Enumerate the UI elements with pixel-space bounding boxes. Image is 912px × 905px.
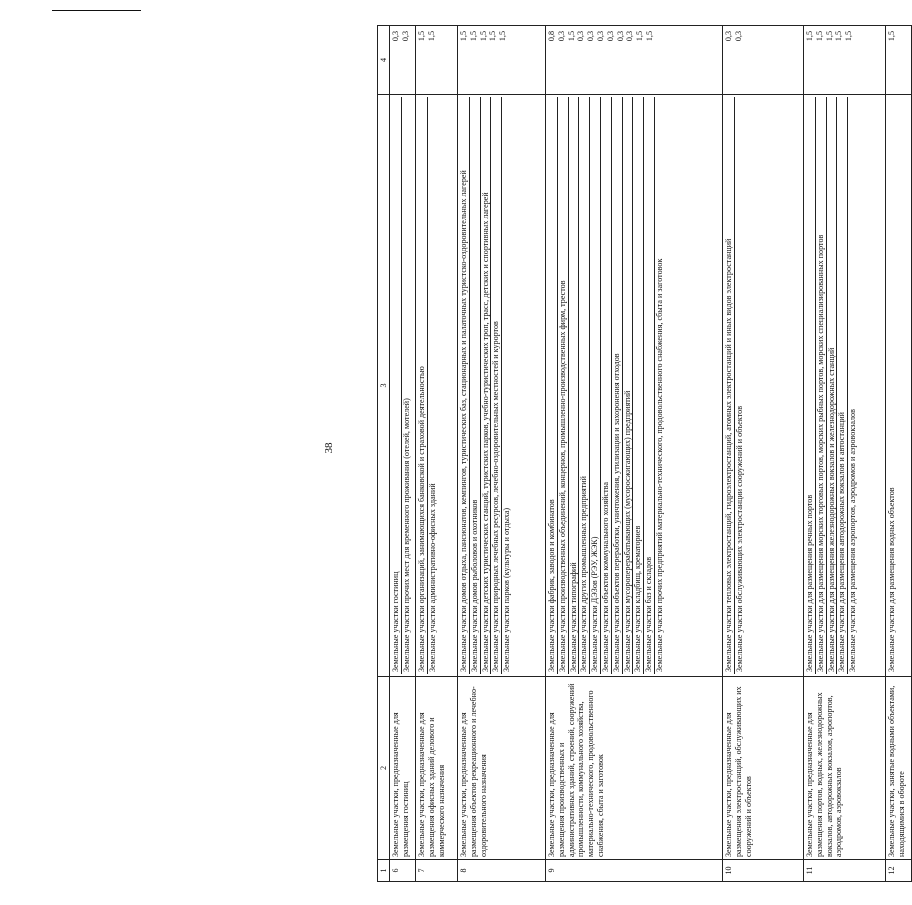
coefficient-value: 1,5 xyxy=(426,31,436,42)
plot-type-line: Земельные участки детских туристических станций, туристских парков, учебно-туристических троп, трасс, детских и спортивных лагерей xyxy=(481,97,492,674)
category-cell: Земельные участки, предназначенные для размещения производственных и административных зданий, строений, сооружений промышленности, коммунального хозяйства, материально-технического, продовольственного снабжения, сбыта и заготовок xyxy=(546,677,723,860)
category-cell: Земельные участки, предназначенные для размещения электростанций, обслуживающих их сооружений и объектов xyxy=(723,677,804,860)
coefficient-value: 0,3 xyxy=(586,31,596,42)
plot-type-line: Земельные участки домов рыболовов и охотников xyxy=(470,97,481,674)
coefficient-value: 0,3 xyxy=(733,31,743,42)
coefficient-value: 0,3 xyxy=(391,31,400,42)
plot-type-line: Земельные участки парков (культуры и отдыха) xyxy=(502,507,512,672)
row-number: 10 xyxy=(723,860,804,882)
row-number: 11 xyxy=(804,860,886,882)
column-header-plot-type: 3 xyxy=(378,95,390,677)
plot-type-line: Земельные участки административно-офисных зданий xyxy=(427,483,437,672)
category-cell: Земельные участки, занятые водными объектами, находящимися в обороте xyxy=(886,677,912,860)
coefficient-value: 1,5 xyxy=(644,31,654,42)
category-cell: Земельные участки, предназначенные для размещения гостиниц xyxy=(390,677,416,860)
plot-types-cell xyxy=(804,95,886,677)
column-header-coefficient: 4 xyxy=(378,26,390,95)
table-row xyxy=(458,26,546,882)
plot-type-line: Земельные участки мусороперерабатывающих (мусоросжигающих) предприятий xyxy=(623,97,634,674)
plot-type-line: Земельные участки прочих предприятий материально-технического, продовольственного снабжения, сбыта и заготовок xyxy=(654,258,664,672)
category-cell: Земельные участки, предназначенные для размещения офисных зданий делового и коммерческого назначения xyxy=(416,677,458,860)
coefficient-cell xyxy=(390,26,416,95)
coefficient-value: 1,5 xyxy=(824,31,834,42)
plot-type-line: Земельные участки прочих мест для временного проживания (отелей, мотелей) xyxy=(401,398,411,672)
plot-type-line: Земельные участки для размещения речных портов xyxy=(805,97,816,674)
coefficient-cell xyxy=(804,26,886,95)
table-body xyxy=(390,26,912,882)
coefficient-value: 1,5 xyxy=(887,31,896,42)
coefficient-value: 0,3 xyxy=(605,31,615,42)
rotated-table-sheet xyxy=(377,26,906,882)
coefficient-value: 0,3 xyxy=(615,31,625,42)
coefficient-value: 1,5 xyxy=(566,31,576,42)
plot-types-cell xyxy=(723,95,804,677)
plot-type-line: Земельные участки тепловых электростанций, гидроэлектростанций, атомных электростанций и иных видов электростанций xyxy=(724,97,735,674)
coefficient-value: 1,5 xyxy=(478,31,488,42)
page-number: 38 xyxy=(323,442,335,454)
plot-type-line: Земельные участки объектов переработки, уничтожения, утилизации и захоронения отходов xyxy=(612,97,623,674)
plot-type-line: Земельные участки для размещения железнодорожных вокзалов и железнодорожных станций xyxy=(827,97,838,674)
coefficient-value: 0,3 xyxy=(724,31,733,42)
coefficient-value: 1,5 xyxy=(805,31,814,42)
coefficient-value: 1,5 xyxy=(488,31,498,42)
coefficient-value: 0,3 xyxy=(556,31,566,42)
plot-type-line: Земельные участки баз и складов xyxy=(644,97,655,674)
column-header-category: 2 xyxy=(378,677,390,860)
plot-type-line: Земельные участки организаций, занимающихся банковской и страховой деятельностью xyxy=(417,97,428,674)
plot-type-line: Земельные участки кладбищ, крематориев xyxy=(633,97,644,674)
table-row xyxy=(416,26,458,882)
coefficient-value: 1,5 xyxy=(814,31,824,42)
column-header-number: 1 xyxy=(378,860,390,882)
plot-type-line: Земельные участки для размещения морских торговых портов, морских рыбных портов, морских специализированных портов xyxy=(816,97,827,674)
table-row xyxy=(886,26,912,882)
plot-type-line: Земельные участки природных лечебных ресурсов, лечебно-оздоровительных местностей и курортов xyxy=(491,97,502,674)
coefficient-cell xyxy=(723,26,804,95)
table-row xyxy=(546,26,723,882)
row-number: 6 xyxy=(390,860,416,882)
table-row xyxy=(804,26,886,882)
row-number: 7 xyxy=(416,860,458,882)
coefficient-value: 0,3 xyxy=(576,31,586,42)
plot-types-cell xyxy=(886,95,912,677)
coefficient-value: 0,3 xyxy=(595,31,605,42)
row-number: 8 xyxy=(458,860,546,882)
coefficient-value: 1,5 xyxy=(834,31,844,42)
coefficient-value: 1,5 xyxy=(498,31,508,42)
plot-type-line: Земельные участки объектов коммунального хозяйства xyxy=(601,97,612,674)
coefficient-value: 0,3 xyxy=(400,31,410,42)
plot-type-line: Земельные участки ДЭЗов (РЭУ, ЖЭК) xyxy=(590,97,601,674)
plot-type-line: Земельные участки для размещения автодорожных вокзалов и автостанций xyxy=(837,97,848,674)
plot-type-line: Земельные участки других промышленных предприятий xyxy=(579,97,590,674)
plot-type-line: Земельные участки домов отдыха, пансионатов, кемпингов, туристических баз, стационарных и палаточных туристско-оздоровительных лагерей xyxy=(459,97,470,674)
plot-type-line: Земельные участки фабрик, заводов и комбинатов xyxy=(547,97,558,674)
table-row xyxy=(390,26,416,882)
coefficient-value: 0,3 xyxy=(625,31,635,42)
plot-type-line: Земельные участки обслуживающих электростанции сооружений и объектов xyxy=(734,405,744,672)
plot-type-line: Земельные участки производственных объединений, концернов, промышленно-производственных фирм, трестов xyxy=(558,97,569,674)
category-cell: Земельные участки, предназначенные для размещения портов, водных, железнодорожных вокзалов, автодорожных вокзалов, аэропортов, аэродромов, аэровокзалов xyxy=(804,677,886,860)
coefficient-value: 1,5 xyxy=(844,31,854,42)
plot-types-cell xyxy=(458,95,546,677)
coefficient-value: 1,5 xyxy=(459,31,468,42)
plot-type-line: Земельные участки типографий xyxy=(569,97,580,674)
coefficient-value: 0,8 xyxy=(547,31,556,42)
plot-types-cell xyxy=(390,95,416,677)
coefficient-value: 1,5 xyxy=(417,31,426,42)
top-rule xyxy=(52,10,141,11)
coefficient-value: 1,5 xyxy=(635,31,645,42)
plot-type-line: Земельные участки для размещения водных объектов xyxy=(887,487,896,672)
row-number: 9 xyxy=(546,860,723,882)
table-header-row xyxy=(378,26,390,882)
coefficient-cell xyxy=(886,26,912,95)
plot-type-line: Земельные участки гостиниц xyxy=(391,97,402,674)
plot-type-line: Земельные участки для размещения аэропортов, аэродромов и аэровокзалов xyxy=(848,409,858,672)
land-plot-coefficient-table xyxy=(377,25,912,882)
coefficient-cell xyxy=(458,26,546,95)
plot-types-cell xyxy=(416,95,458,677)
coefficient-cell xyxy=(546,26,723,95)
coefficient-value: 1,5 xyxy=(468,31,478,42)
category-cell: Земельные участки, предназначенные для размещения объектов рекреационного и лечебно-оздоровительного назначения xyxy=(458,677,546,860)
row-number: 12 xyxy=(886,860,912,882)
coefficient-cell xyxy=(416,26,458,95)
plot-types-cell xyxy=(546,95,723,677)
table-row xyxy=(723,26,804,882)
